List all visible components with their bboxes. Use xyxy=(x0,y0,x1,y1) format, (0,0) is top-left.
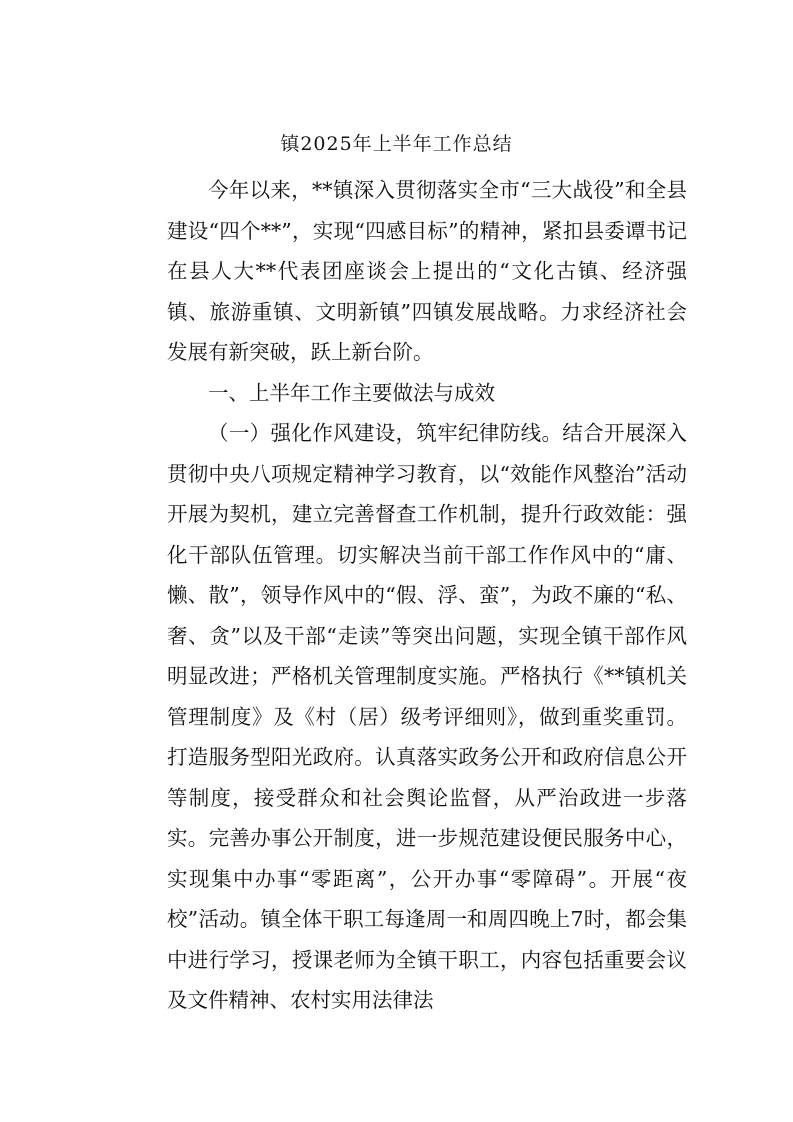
section-heading: 一、上半年工作主要做法与成效 xyxy=(208,380,495,405)
subsection-paragraph: （一）强化作风建设，筑牢纪律防线。结合开展深入贯彻中央八项规定精神学习教育，以“效能作风整治”活动开展为契机，建立完善督查工作机制，提升行政效能：强化干部队伍管理。切实解决当前干部工作作风中的“庸、懒、散”，领导作风中的“假、浮、蛮”，为政不廉的“私、奢、贪”以及干部“走读”等突出问题，实现全镇干部作风明显改进；严格机关管理制度实施。严格执行《**镇机关管理制度》及《村（居）级考评细则》，做到重奖重罚。打造服务型阳光政府。认真落实政务公开和政府信息公开等制度，接受群众和社会舆论监督，从严治政进一步落实。完善办事公开制度，进一步规范建设便民服务中心，实现集中办事“零距离”，公开办事“零障碍”。开展“夜校”活动。镇全体干职工每逢周一和周四晚上7时，都会集中进行学习，授课老师为全镇干职工，内容包括重要会议及文件精神、农村实用法律法 xyxy=(167,421,687,1012)
intro-paragraph: 今年以来，**镇深入贯彻落实全市“三大战役”和全县建设“四个**”，实现“四感目标”的精神，紧扣县委谭书记在县人大**代表团座谈会上提出的“文化古镇、经济强镇、旅游重镇、文明新镇”四镇发展战略。力求经济社会发展有新突破，跃上新台阶。 xyxy=(167,178,687,364)
document-title: 镇2025年上半年工作总结 xyxy=(280,133,513,155)
document-body xyxy=(167,170,687,1021)
